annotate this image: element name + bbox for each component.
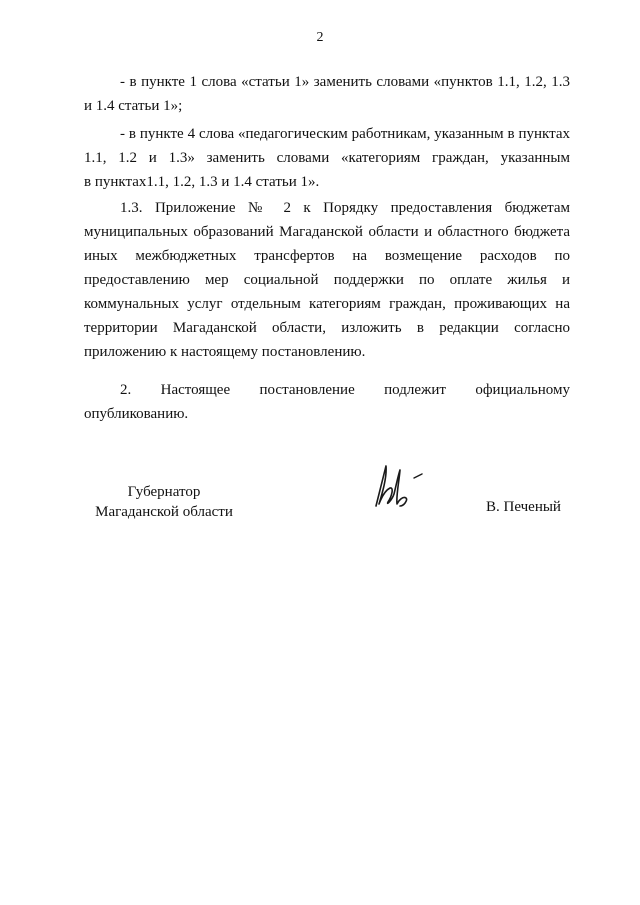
paragraph-4-line-1: 2. Настоящее постановление подлежит официальному (120, 382, 570, 398)
paragraph-3-line-5: коммунальных услуг отдельным категориям граждан, проживающих на (84, 296, 570, 312)
paragraph-2 (84, 122, 570, 194)
paragraph-2-line-3: в пунктах1.1, 1.2, 1.3 и 1.4 статьи 1». (84, 174, 320, 190)
signatory-title (84, 482, 244, 522)
paragraph-4-line-2: опубликованию. (84, 406, 189, 422)
paragraph-3-line-1: 1.3. Приложение № 2 к Порядку предоставления бюджетам (120, 200, 570, 216)
paragraph-3 (84, 196, 570, 364)
signatory-title-line-1: Губернатор (127, 484, 201, 500)
paragraph-2-line-1: - в пункте 4 слова «педагогическим работникам, указанным в пунктах (120, 126, 570, 142)
paragraph-3-line-2: муниципальных образований Магаданской области и областного бюджета (84, 224, 570, 240)
handwritten-signature (370, 460, 430, 517)
signatory-name: В. Печеный (486, 499, 561, 515)
paragraph-3-line-7: приложению к настоящему постановлению. (84, 344, 366, 360)
paragraph-2-line-2: 1.1, 1.2 и 1.3» заменить словами «категориям граждан, указанным (84, 150, 570, 166)
paragraph-1 (84, 70, 570, 118)
paragraph-4 (84, 378, 570, 426)
paragraph-3-line-3: иных межбюджетных трансфертов на возмещение расходов по (84, 248, 570, 264)
paragraph-3-line-6: территории Магаданской области, изложить в редакции согласно (84, 320, 570, 336)
paragraph-1-line-2: и 1.4 статьи 1»; (84, 98, 183, 114)
paragraph-3-line-4: предоставлению мер социальной поддержки по оплате жилья и (84, 272, 570, 288)
signatory-title-line-2: Магаданской области (95, 504, 233, 520)
paragraph-1-line-1: - в пункте 1 слова «статьи 1» заменить словами «пунктов 1.1, 1.2, 1.3 (120, 74, 570, 90)
page-number: 2 (316, 30, 324, 45)
